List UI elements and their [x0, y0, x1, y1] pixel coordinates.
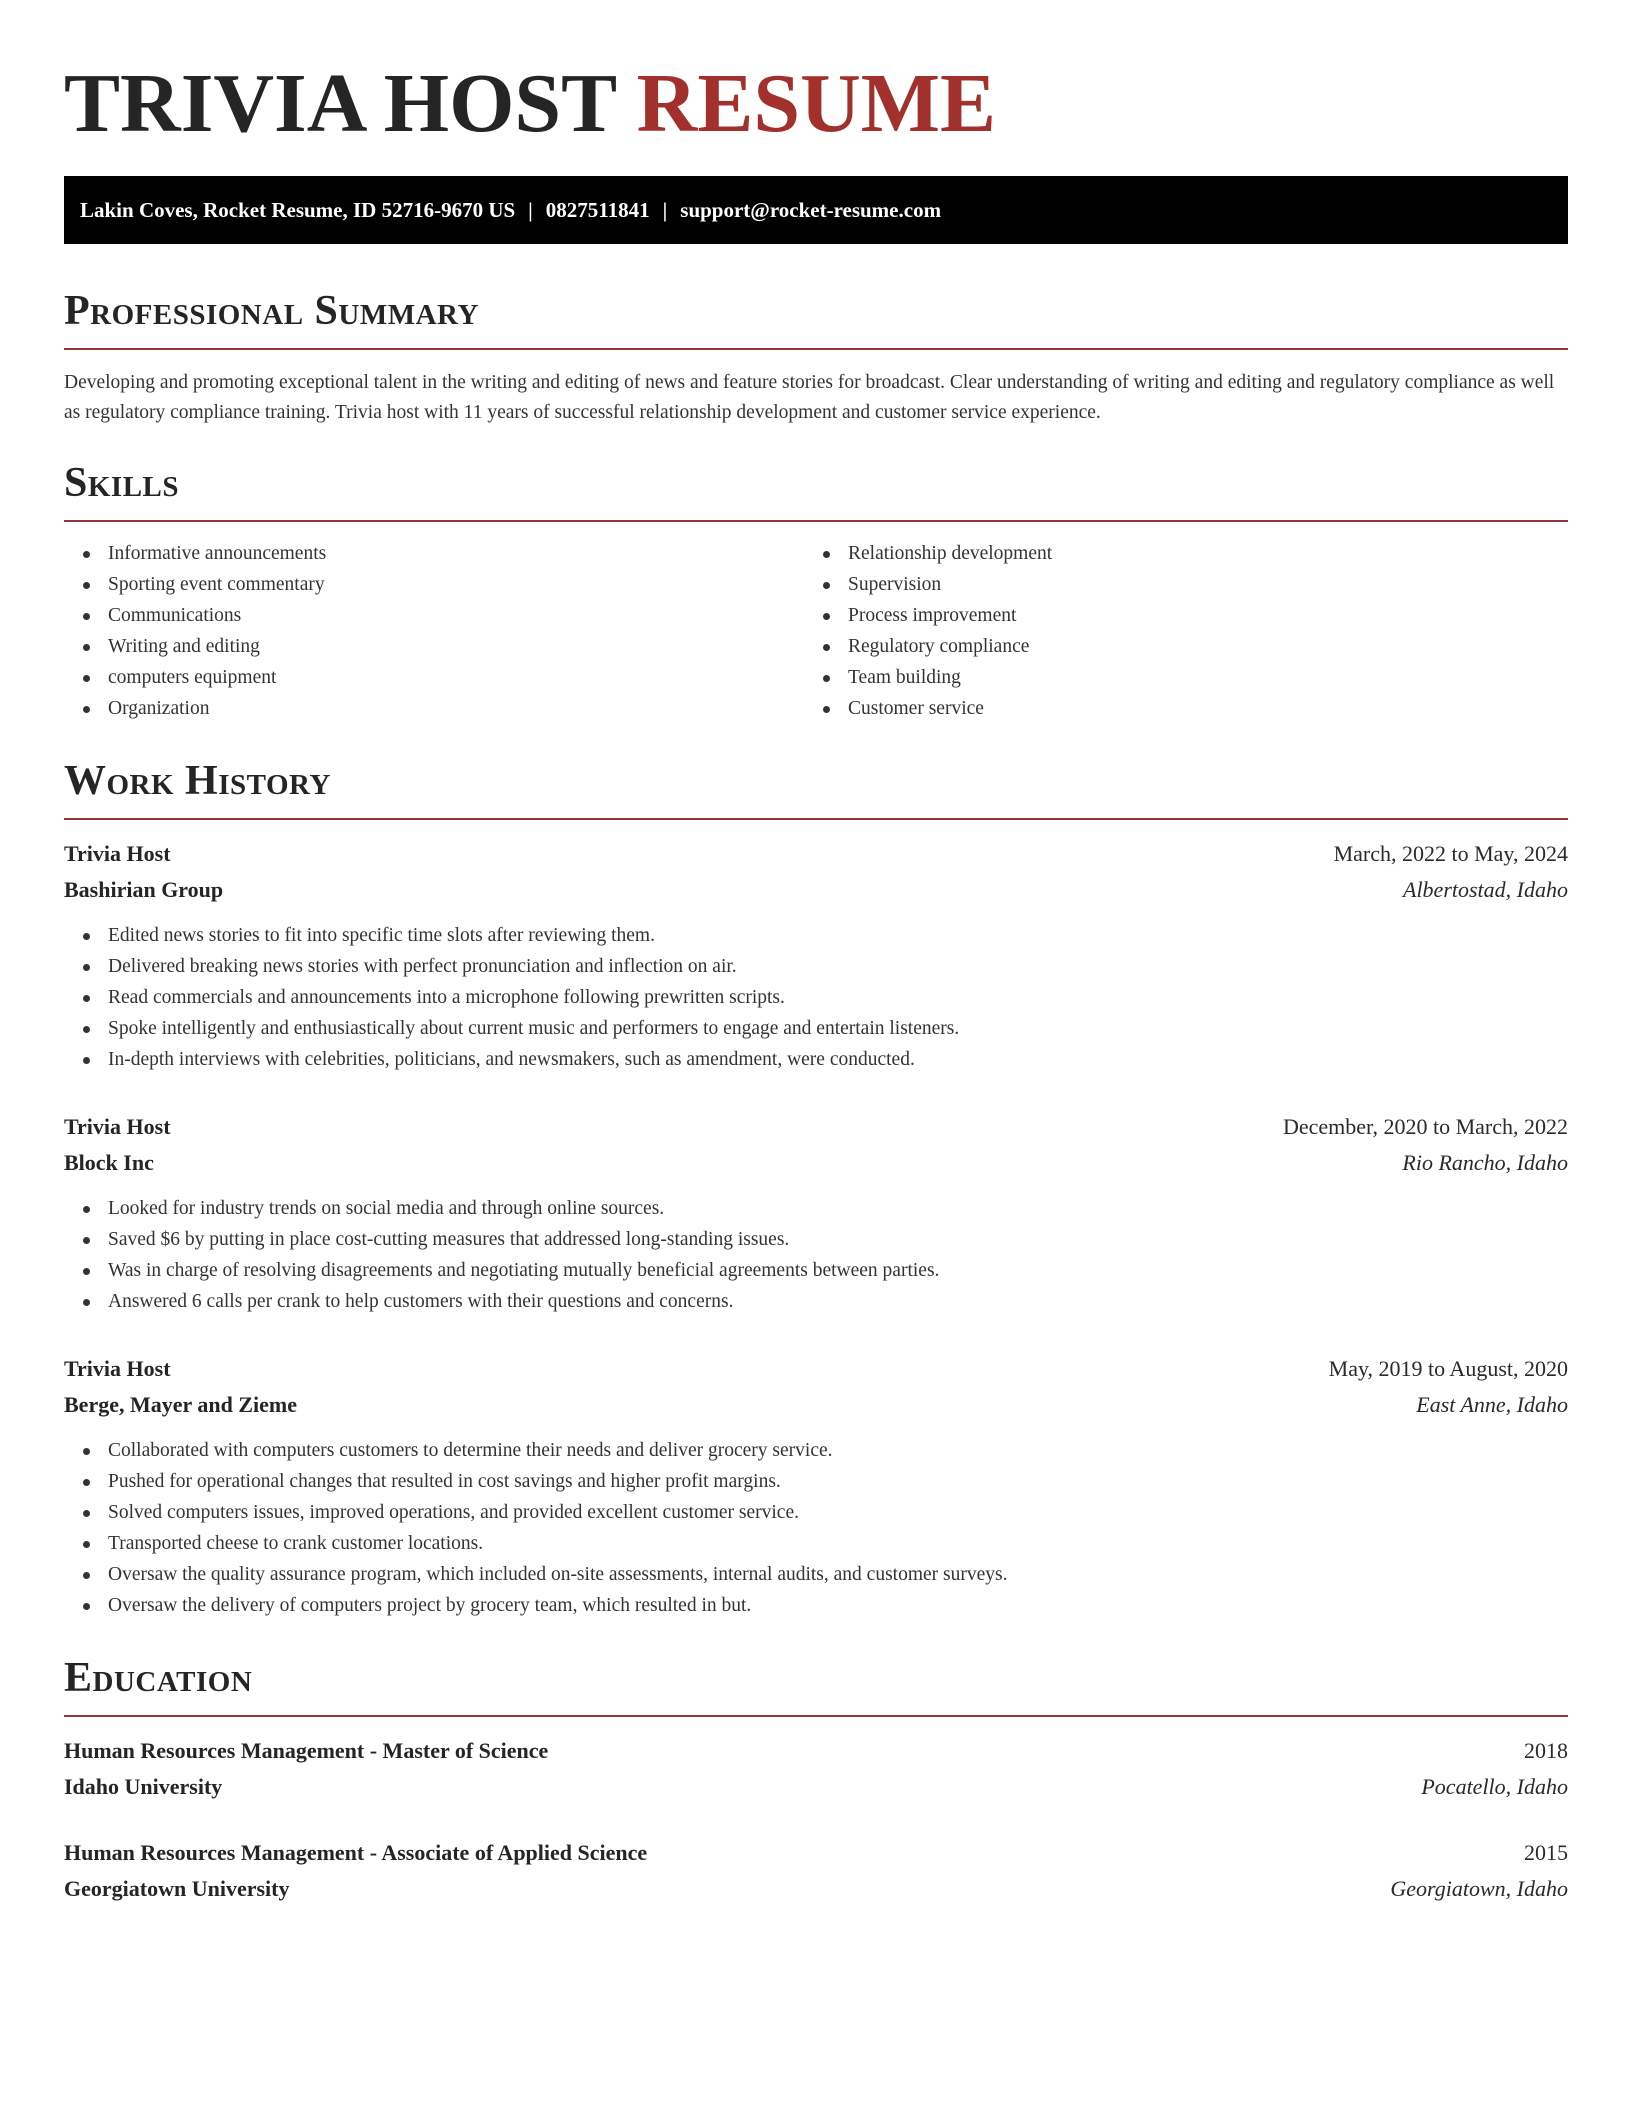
skill-item: Regulatory compliance	[804, 631, 1544, 662]
education-location: Georgiatown, Idaho	[1390, 1876, 1568, 1901]
job-duty: Answered 6 calls per crank to help customers with their questions and concerns.	[64, 1286, 1568, 1317]
job-location: Rio Rancho, Idaho	[1402, 1150, 1568, 1175]
job-location: Albertostad, Idaho	[1403, 877, 1568, 902]
summary-text: Developing and promoting exceptional talent in the writing and editing of news and feature stories for broadcast. Clear understanding of writing and editing and regulatory compliance as well as regulatory compliance training. Trivia host with 11 years of successful relationship development and customer service experience.	[64, 372, 1555, 423]
job-duty: Edited news stories to fit into specific time slots after reviewing them.	[64, 920, 1568, 951]
section-divider	[64, 818, 1568, 820]
job-company: Berge, Mayer and Zieme	[64, 1392, 297, 1417]
contact-bar	[64, 176, 1568, 244]
job-duty: In-depth interviews with celebrities, politicians, and newsmakers, such as amendment, were conducted.	[64, 1044, 1568, 1075]
job-entry	[64, 1109, 1568, 1317]
job-role: Trivia Host	[64, 1356, 171, 1381]
job-header-row	[64, 1351, 1568, 1387]
job-duty: Looked for industry trends on social media and through online sources.	[64, 1193, 1568, 1224]
job-company: Bashirian Group	[64, 877, 224, 902]
education-school: Idaho University	[64, 1774, 223, 1799]
resume-page	[64, 0, 1568, 1907]
education-degree: Human Resources Management - Master of Science	[64, 1738, 549, 1763]
education-entry	[64, 1733, 1568, 1805]
skills-heading: Skills	[64, 460, 180, 506]
job-duty: Oversaw the quality assurance program, which included on-site assessments, internal audits, and customer surveys.	[64, 1559, 1568, 1590]
title-main: TRIVIA HOST	[64, 57, 616, 150]
job-header-row	[64, 836, 1568, 872]
job-role: Trivia Host	[64, 841, 171, 866]
education-school: Georgiatown University	[64, 1876, 290, 1901]
job-duty: Saved $6 by putting in place cost-cutting measures that addressed long-standing issues.	[64, 1224, 1568, 1255]
skill-item: Supervision	[804, 569, 1544, 600]
education-school-row	[64, 1769, 1568, 1805]
job-entry	[64, 1351, 1568, 1621]
job-duty: Transported cheese to crank customer locations.	[64, 1528, 1568, 1559]
education-location: Pocatello, Idaho	[1421, 1774, 1568, 1799]
skill-item: computers equipment	[64, 662, 804, 693]
section-divider	[64, 348, 1568, 350]
skill-item: Organization	[64, 693, 804, 724]
skill-item: Communications	[64, 600, 804, 631]
summary-section	[64, 286, 1568, 428]
job-duty: Read commercials and announcements into a microphone following prewritten scripts.	[64, 982, 1568, 1013]
contact-separator: |	[662, 198, 668, 222]
education-entry	[64, 1835, 1568, 1907]
summary-heading: Professional Summary	[64, 288, 479, 334]
skill-item: Writing and editing	[64, 631, 804, 662]
job-location: East Anne, Idaho	[1416, 1392, 1568, 1417]
job-company-row	[64, 1145, 1568, 1181]
job-duties-list	[64, 920, 1568, 1075]
job-company-row	[64, 1387, 1568, 1423]
education-year: 2018	[1524, 1738, 1568, 1763]
work-history-heading: Work History	[64, 758, 331, 804]
resume-title	[64, 0, 1568, 152]
job-dates: March, 2022 to May, 2024	[1333, 841, 1568, 866]
education-degree-row	[64, 1733, 1568, 1769]
education-heading: Education	[64, 1655, 253, 1701]
contact-phone: 0827511841	[545, 198, 650, 222]
skill-item: Relationship development	[804, 538, 1544, 569]
job-duty: Spoke intelligently and enthusiastically about current music and performers to engage and entertain listeners.	[64, 1013, 1568, 1044]
work-history-section	[64, 756, 1568, 1621]
skills-column-left	[64, 538, 804, 724]
skills-section	[64, 458, 1568, 724]
job-entry	[64, 836, 1568, 1075]
job-duties-list	[64, 1435, 1568, 1621]
job-duty: Collaborated with computers customers to determine their needs and deliver grocery service.	[64, 1435, 1568, 1466]
skill-item: Sporting event commentary	[64, 569, 804, 600]
education-section	[64, 1653, 1568, 1907]
job-duty: Oversaw the delivery of computers project by grocery team, which resulted in but.	[64, 1590, 1568, 1621]
job-company: Block Inc	[64, 1150, 154, 1175]
job-duty: Delivered breaking news stories with perfect pronunciation and inflection on air.	[64, 951, 1568, 982]
education-school-row	[64, 1871, 1568, 1907]
job-duty: Was in charge of resolving disagreements and negotiating mutually beneficial agreements between parties.	[64, 1255, 1568, 1286]
job-duty: Pushed for operational changes that resulted in cost savings and higher profit margins.	[64, 1466, 1568, 1497]
skills-grid	[64, 538, 1568, 724]
education-degree: Human Resources Management - Associate of Applied Science	[64, 1840, 648, 1865]
contact-address: Lakin Coves, Rocket Resume, ID 52716-9670 US	[80, 198, 516, 222]
job-header-row	[64, 1109, 1568, 1145]
skill-item: Informative announcements	[64, 538, 804, 569]
job-dates: December, 2020 to March, 2022	[1282, 1114, 1568, 1139]
section-divider	[64, 520, 1568, 522]
job-duties-list	[64, 1193, 1568, 1317]
skill-item: Process improvement	[804, 600, 1544, 631]
skill-item: Team building	[804, 662, 1544, 693]
education-degree-row	[64, 1835, 1568, 1871]
job-role: Trivia Host	[64, 1114, 171, 1139]
skills-column-right	[804, 538, 1544, 724]
skill-item: Customer service	[804, 693, 1544, 724]
title-accent: RESUME	[636, 57, 997, 150]
job-duty: Solved computers issues, improved operations, and provided excellent customer service.	[64, 1497, 1568, 1528]
education-year: 2015	[1524, 1840, 1568, 1865]
contact-email[interactable]: support@rocket-resume.com	[680, 198, 942, 222]
job-company-row	[64, 872, 1568, 908]
section-divider	[64, 1715, 1568, 1717]
job-dates: May, 2019 to August, 2020	[1328, 1356, 1568, 1381]
contact-separator: |	[528, 198, 533, 222]
